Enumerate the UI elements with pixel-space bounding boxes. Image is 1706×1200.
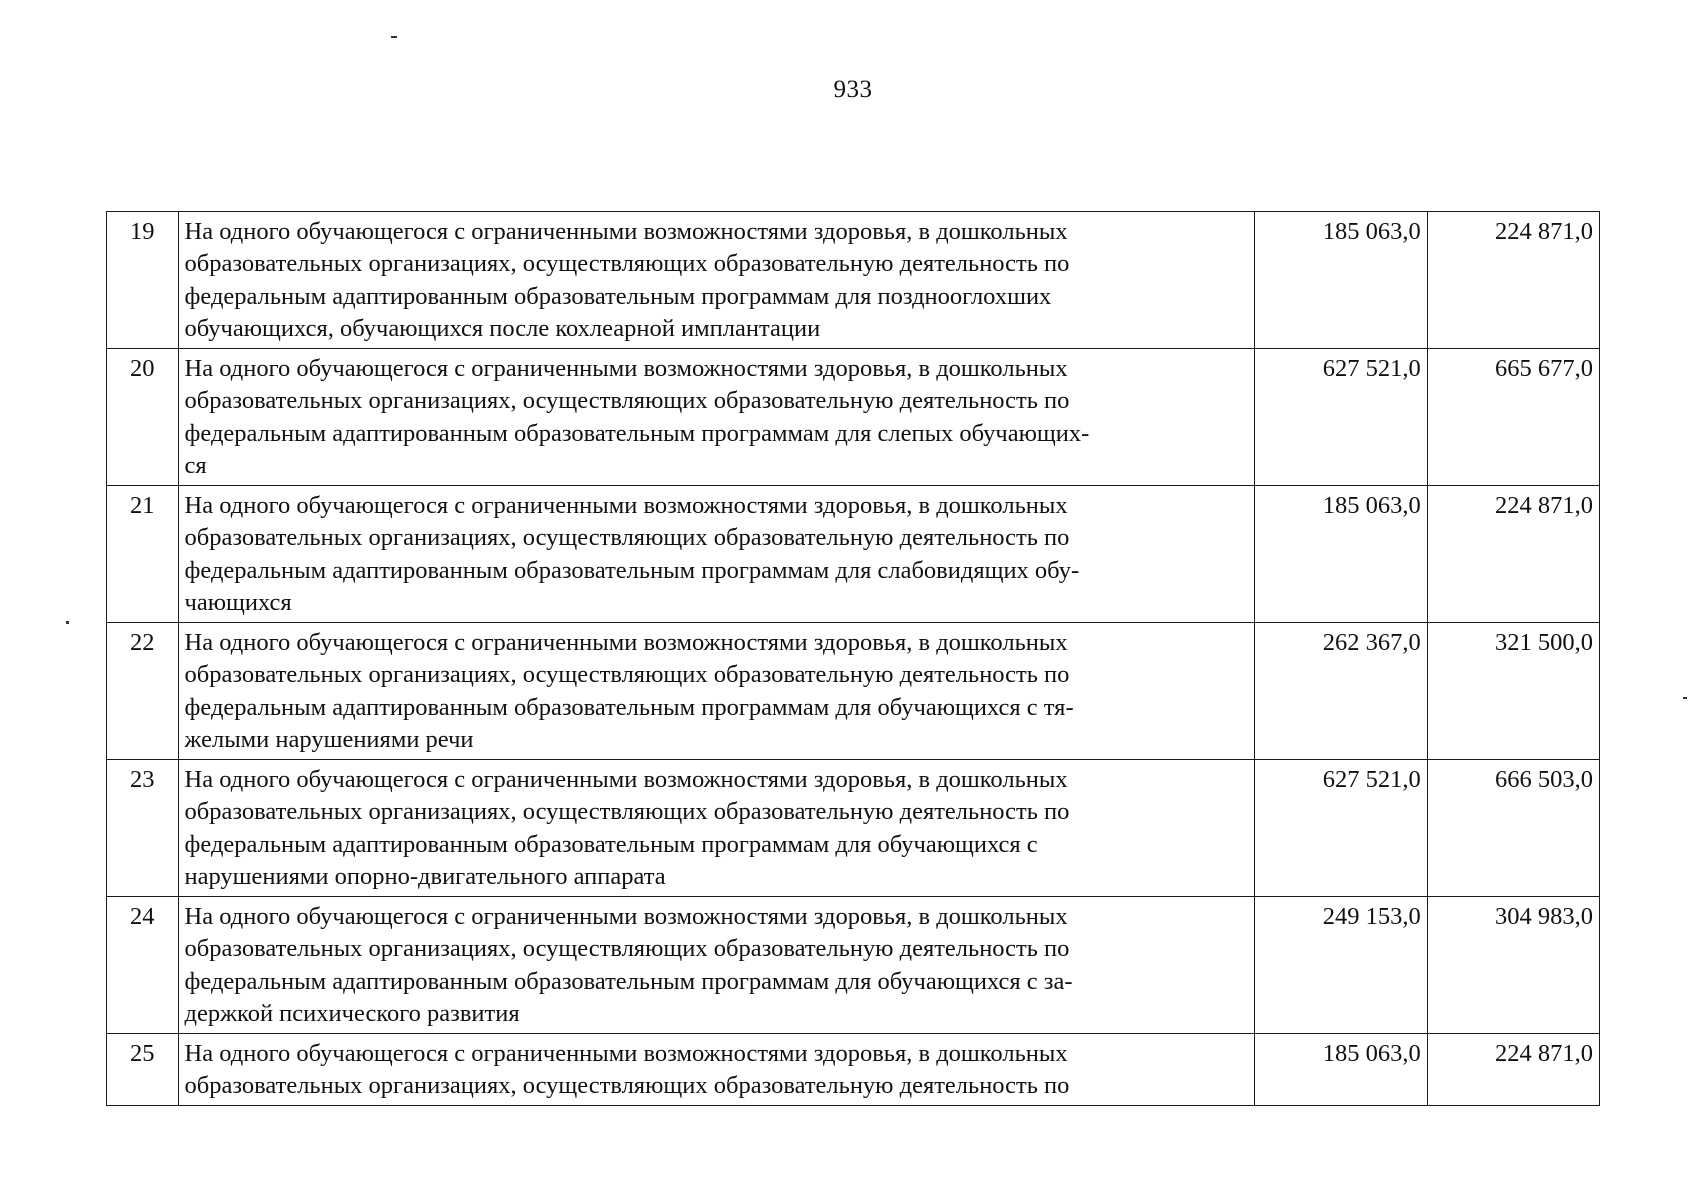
row-description xyxy=(178,212,1255,349)
row-description xyxy=(178,486,1255,623)
page-number: 933 xyxy=(833,76,873,103)
scan-speck xyxy=(66,621,69,624)
table-row xyxy=(107,897,1600,1034)
row-value-1: 185 063,0 xyxy=(1255,1034,1427,1106)
row-number: 20 xyxy=(107,349,179,486)
row-value-1: 262 367,0 xyxy=(1255,623,1427,760)
scan-speck xyxy=(1683,697,1687,699)
table-row xyxy=(107,349,1600,486)
table-row xyxy=(107,212,1600,349)
row-value-1: 185 063,0 xyxy=(1255,212,1427,349)
description-line: образовательных организациях, осуществляющих образовательную деятельность по xyxy=(184,524,1070,552)
description-line: На одного обучающегося с ограниченными возможностями здоровья, в дошкольных xyxy=(184,629,1068,656)
row-value-1: 627 521,0 xyxy=(1255,349,1427,486)
row-description xyxy=(178,760,1255,897)
description-line: На одного обучающегося с ограниченными возможностями здоровья, в дошкольных xyxy=(184,492,1068,519)
row-number: 19 xyxy=(107,212,179,349)
description-line: федеральным адаптированным образовательным программам для слабовидящих обу- xyxy=(184,556,1080,584)
description-line: федеральным адаптированным образовательным программам для обучающихся с за- xyxy=(184,967,1073,995)
description-line: образовательных организациях, осуществляющих образовательную деятельность по xyxy=(184,661,1070,689)
row-value-1: 185 063,0 xyxy=(1255,486,1427,623)
row-number: 23 xyxy=(107,760,179,897)
description-line: На одного обучающегося с ограниченными возможностями здоровья, в дошкольных xyxy=(184,766,1068,793)
description-line: нарушениями опорно-двигательного аппарата xyxy=(184,863,666,891)
scan-speck xyxy=(391,36,397,38)
row-number: 21 xyxy=(107,486,179,623)
row-value-2: 304 983,0 xyxy=(1427,897,1599,1034)
description-line: образовательных организациях, осуществляющих образовательную деятельность по xyxy=(184,250,1070,278)
description-line: На одного обучающегося с ограниченными возможностями здоровья, в дошкольных xyxy=(184,355,1068,382)
row-description xyxy=(178,623,1255,760)
description-line: чающихся xyxy=(184,589,292,617)
description-line: желыми нарушениями речи xyxy=(184,726,474,754)
row-number: 24 xyxy=(107,897,179,1034)
row-number: 22 xyxy=(107,623,179,760)
row-description xyxy=(178,349,1255,486)
description-line: образовательных организациях, осуществляющих образовательную деятельность по xyxy=(184,387,1070,415)
row-value-1: 627 521,0 xyxy=(1255,760,1427,897)
description-line: образовательных организациях, осуществляющих образовательную деятельность по xyxy=(184,935,1070,963)
row-value-2: 224 871,0 xyxy=(1427,212,1599,349)
row-value-2: 224 871,0 xyxy=(1427,1034,1599,1106)
description-line: держкой психического развития xyxy=(184,1000,520,1028)
table-row xyxy=(107,623,1600,760)
row-description xyxy=(178,897,1255,1034)
row-description xyxy=(178,1034,1255,1106)
description-line: На одного обучающегося с ограниченными возможностями здоровья, в дошкольных xyxy=(184,218,1068,245)
row-value-2: 665 677,0 xyxy=(1427,349,1599,486)
table-row xyxy=(107,486,1600,623)
row-value-2: 321 500,0 xyxy=(1427,623,1599,760)
description-line: федеральным адаптированным образовательным программам для слепых обучающих- xyxy=(184,419,1090,447)
table-row xyxy=(107,760,1600,897)
row-value-2: 666 503,0 xyxy=(1427,760,1599,897)
description-line: федеральным адаптированным образовательным программам для позднооглохших xyxy=(184,282,1052,310)
description-line: На одного обучающегося с ограниченными возможностями здоровья, в дошкольных xyxy=(184,1040,1068,1067)
row-value-2: 224 871,0 xyxy=(1427,486,1599,623)
description-line: федеральным адаптированным образовательным программам для обучающихся с xyxy=(184,830,1038,858)
description-line: обучающихся, обучающихся после кохлеарной имплантации xyxy=(184,315,821,343)
description-line: образовательных организациях, осуществляющих образовательную деятельность по xyxy=(184,798,1070,826)
description-line: ся xyxy=(184,452,207,480)
table-row xyxy=(107,1034,1600,1106)
description-line: федеральным адаптированным образовательным программам для обучающихся с тя- xyxy=(184,693,1074,721)
row-value-1: 249 153,0 xyxy=(1255,897,1427,1034)
budget-table xyxy=(106,211,1600,1106)
description-line: На одного обучающегося с ограниченными возможностями здоровья, в дошкольных xyxy=(184,903,1068,930)
description-line: образовательных организациях, осуществляющих образовательную деятельность по xyxy=(184,1072,1070,1100)
row-number: 25 xyxy=(107,1034,179,1106)
